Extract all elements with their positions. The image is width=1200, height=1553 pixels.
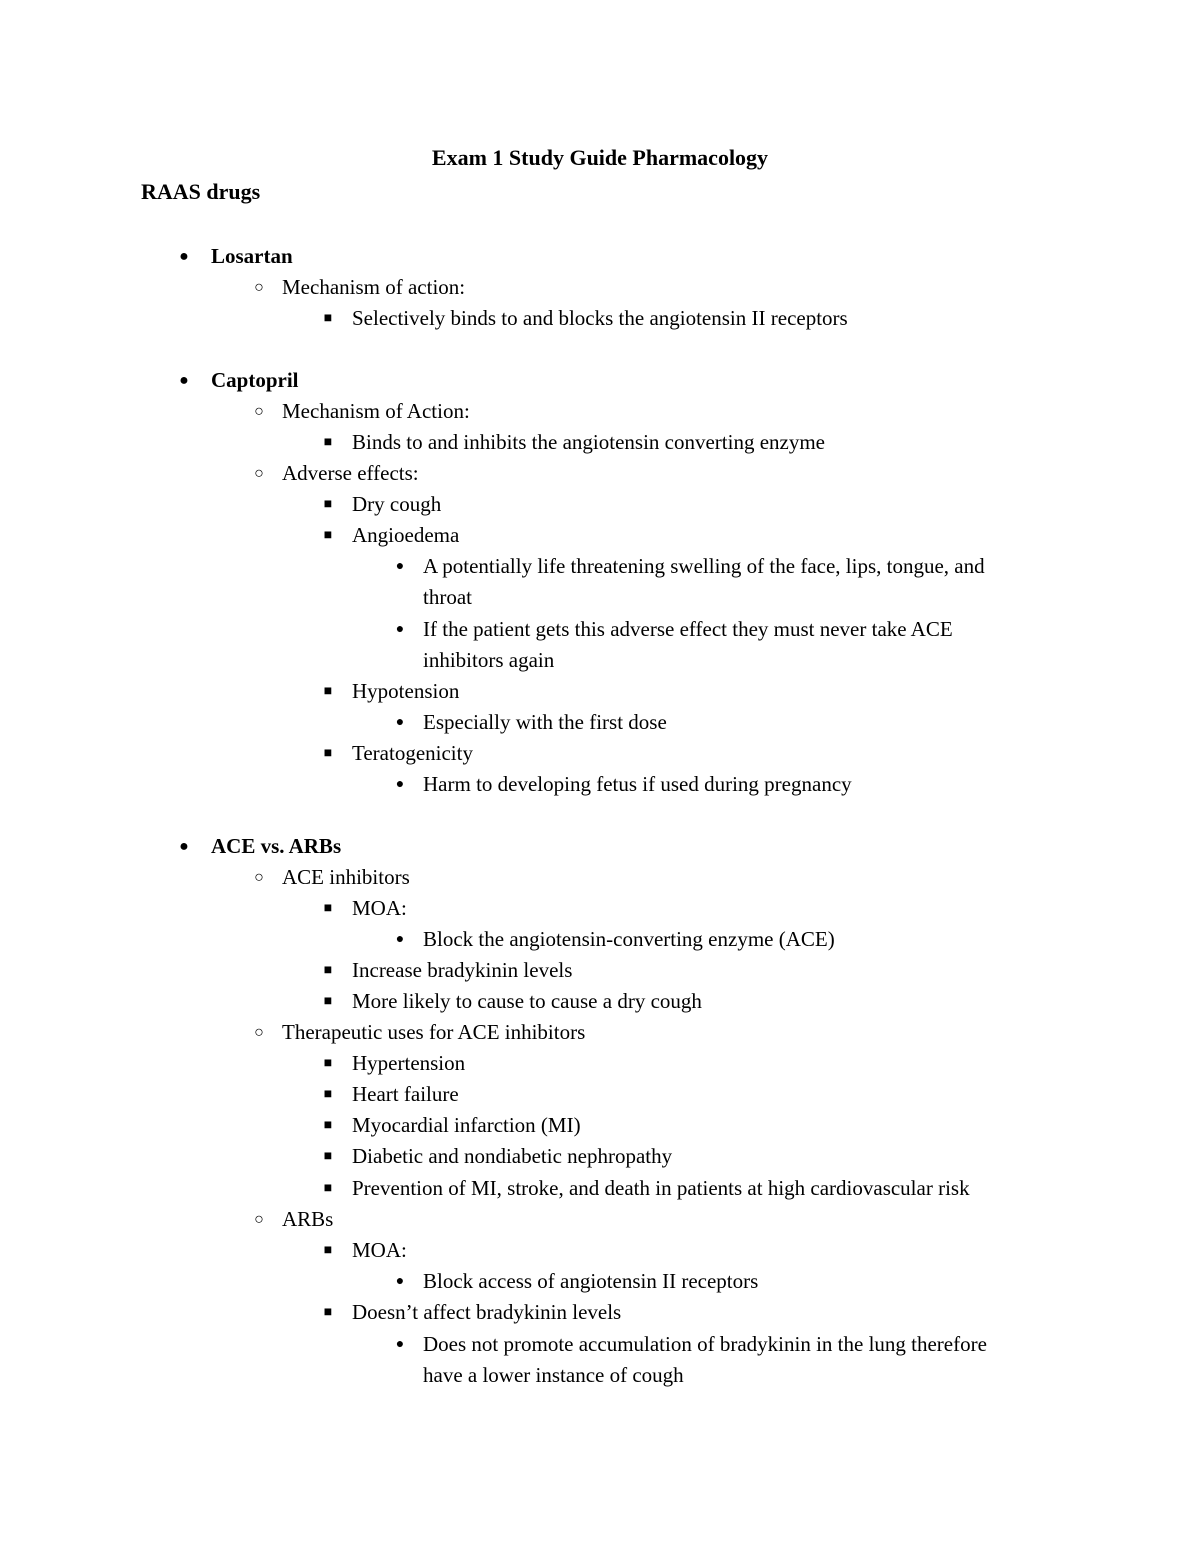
item-text: Block access of angiotensin II receptors (423, 1269, 759, 1293)
drug-name: Losartan (211, 244, 293, 268)
bullet-marker: ■ (323, 684, 333, 699)
document-title: Exam 1 Study Guide Pharmacology (431, 145, 769, 170)
item-text: MOA: (352, 896, 407, 920)
item-text: Doesn’t affect bradykinin levels (352, 1300, 622, 1324)
bullet-marker: ■ (323, 963, 333, 978)
bullet-marker: ■ (323, 311, 333, 326)
bullet-marker: ■ (323, 1056, 333, 1071)
list-item (323, 489, 442, 520)
list-item (323, 1141, 673, 1172)
list-item (395, 1329, 987, 1360)
bullet-marker: ● (395, 1274, 405, 1289)
bullet-marker: ■ (323, 1243, 333, 1258)
list-item-losartan (179, 241, 293, 272)
item-text: ACE inhibitors (282, 865, 410, 889)
list-item (323, 1235, 407, 1266)
bullet-marker: ○ (254, 465, 264, 482)
item-text: Especially with the first dose (423, 710, 667, 734)
drug-name: Captopril (211, 368, 299, 392)
list-item (323, 1110, 581, 1141)
list-item (323, 738, 473, 769)
bullet-marker: ■ (323, 435, 333, 450)
list-item (323, 1048, 466, 1079)
list-item (323, 520, 460, 551)
list-item (323, 303, 848, 334)
item-text: ARBs (282, 1207, 334, 1231)
bullet-marker: ■ (323, 1118, 333, 1133)
item-text: throat (423, 585, 472, 609)
list-item (254, 1017, 586, 1048)
list-item (323, 427, 826, 458)
list-item (395, 924, 835, 955)
bullet-marker: ■ (323, 1149, 333, 1164)
bullet-marker: ■ (323, 497, 333, 512)
list-item (323, 1079, 459, 1110)
bullet-marker: ● (179, 838, 189, 855)
item-text: A potentially life threatening swelling of the face, lips, tongue, and (423, 554, 985, 578)
list-item (323, 1173, 970, 1204)
item-text: Harm to developing fetus if used during pregnancy (423, 772, 852, 796)
list-item-continuation (423, 1360, 684, 1391)
bullet-marker: ■ (323, 528, 333, 543)
bullet-marker: ● (395, 777, 405, 792)
bullet-marker: ■ (323, 1181, 333, 1196)
list-item (395, 769, 852, 800)
list-item (395, 1266, 759, 1297)
list-item (254, 396, 470, 427)
item-text: Hypotension (352, 679, 460, 703)
item-text: Heart failure (352, 1082, 459, 1106)
bullet-marker: ● (395, 1337, 405, 1352)
item-text: MOA: (352, 1238, 407, 1262)
bullet-marker: ● (395, 622, 405, 637)
bullet-marker: ● (179, 372, 189, 389)
list-item-ace-vs-arbs (179, 831, 342, 862)
bullet-marker: ● (395, 715, 405, 730)
bullet-marker: ● (395, 559, 405, 574)
item-text: Mechanism of Action: (282, 399, 470, 423)
list-item (254, 272, 466, 303)
item-text: Hypertension (352, 1051, 466, 1075)
section-heading: RAAS drugs (141, 179, 261, 204)
item-text: Block the angiotensin-converting enzyme (ACE) (423, 927, 835, 951)
bullet-marker: ○ (254, 403, 264, 420)
bullet-marker: ■ (323, 901, 333, 916)
list-item (254, 1204, 334, 1235)
item-text: Adverse effects: (282, 461, 419, 485)
item-text: Prevention of MI, stroke, and death in patients at high cardiovascular risk (352, 1176, 970, 1200)
bullet-marker: ○ (254, 1211, 264, 1228)
list-item (254, 862, 410, 893)
item-text: Diabetic and nondiabetic nephropathy (352, 1144, 673, 1168)
list-item (254, 458, 419, 489)
item-text: Selectively binds to and blocks the angiotensin II receptors (352, 306, 848, 330)
bullet-marker: ■ (323, 1305, 333, 1320)
list-item (323, 1297, 622, 1328)
item-text: More likely to cause to cause a dry cough (352, 989, 702, 1013)
item-text: If the patient gets this adverse effect they must never take ACE (423, 617, 953, 641)
bullet-marker: ■ (323, 746, 333, 761)
list-item (323, 676, 460, 707)
bullet-marker: ○ (254, 279, 264, 296)
item-text: Angioedema (352, 523, 460, 547)
bullet-marker: ■ (323, 994, 333, 1009)
list-item-continuation (423, 645, 554, 676)
item-text: have a lower instance of cough (423, 1363, 684, 1387)
list-item (323, 955, 573, 986)
list-item (395, 551, 985, 582)
item-text: Does not promote accumulation of bradykinin in the lung therefore (423, 1332, 987, 1356)
bullet-marker: ○ (254, 1024, 264, 1041)
bullet-marker: ● (179, 248, 189, 265)
item-text: Teratogenicity (352, 741, 473, 765)
topic-name: ACE vs. ARBs (211, 834, 342, 858)
item-text: Therapeutic uses for ACE inhibitors (282, 1020, 586, 1044)
item-text: Mechanism of action: (282, 275, 466, 299)
list-item (395, 614, 953, 645)
item-text: Dry cough (352, 492, 442, 516)
list-item-captopril (179, 365, 299, 396)
list-item-continuation (423, 582, 472, 613)
bullet-marker: ○ (254, 869, 264, 886)
item-text: Binds to and inhibits the angiotensin converting enzyme (352, 430, 826, 454)
bullet-marker: ■ (323, 1087, 333, 1102)
bullet-marker: ● (395, 932, 405, 947)
list-item (323, 986, 702, 1017)
list-item (323, 893, 407, 924)
item-text: Myocardial infarction (MI) (352, 1113, 581, 1137)
item-text: Increase bradykinin levels (352, 958, 573, 982)
item-text: inhibitors again (423, 648, 555, 672)
list-item (395, 707, 667, 738)
